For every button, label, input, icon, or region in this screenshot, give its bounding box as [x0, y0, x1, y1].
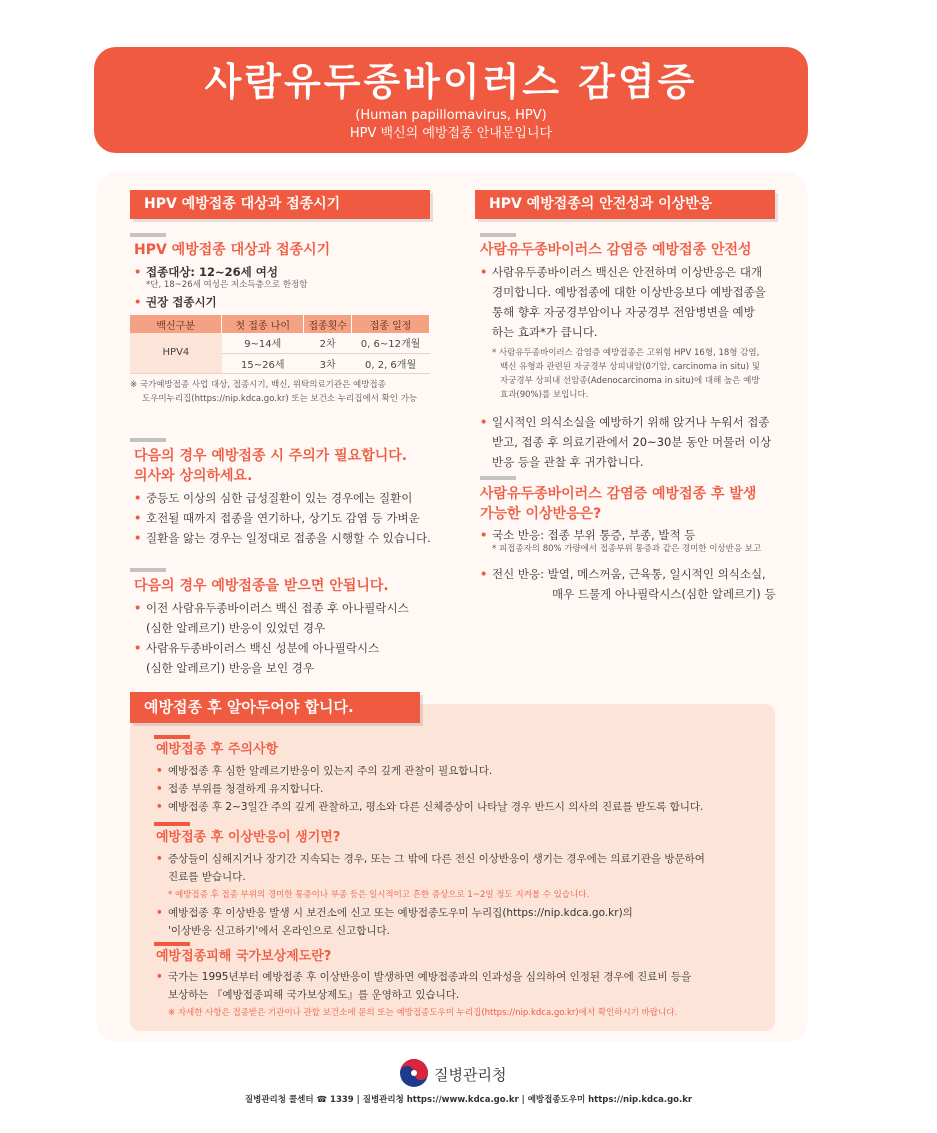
table-header: 접종 일정: [352, 315, 430, 333]
title-banner: [94, 47, 808, 153]
safety-note: * 사람유두종바이러스 감염증 예방접종은 고위험 HPV 16형, 18형 감염, 백신 유형과 관련된 자궁경부 상피내암(0기암, carcinoma in situ) 및 자궁경부 상피내 선암종(Adenocarcinoma in situ)에 대해 높은 예방 효과(90%)를 보입니다.: [492, 348, 760, 400]
divider: [130, 233, 166, 237]
list-item: • 예방접종 후 2~3일간 주의 깊게 관찰하고, 평소와 다른 신체증상이 나타날 경우 반드시 의사의 진료를 받도록 합니다.: [156, 798, 766, 816]
table-note: ※ 국가예방접종 사업 대상, 접종시기, 백신, 위탁의료기관은 예방접종 도우미누리집(https://nip.kdca.go.kr) 또는 보건소 누리집에서 확인 가능: [130, 380, 418, 404]
safety-heading: 사람유두종바이러스 감염증 예방접종 안전성: [480, 242, 752, 258]
kdca-logo-icon: [399, 1058, 429, 1088]
page-intro: HPV 백신의 예방접종 안내문입니다: [349, 126, 553, 141]
schedule-table: [130, 315, 430, 374]
compensation-heading: 예방접종피해 국가보상제도란?: [156, 949, 332, 964]
list-item: • 국가는 1995년부터 예방접종 후 이상반응이 발생하면 예방접종과의 인과성을 심의하여 인정된 경우에 진료비 등을: [156, 968, 766, 986]
table-header: 첫 접종 나이: [222, 315, 304, 333]
target-item: • 접종대상: 12~26세 여성: [134, 262, 434, 282]
list-item: • 증상들이 심해지거나 장기간 지속되는 경우, 또는 그 밖에 다른 전신 이상반응이 생기는 경우에는 의료기관을 방문하여: [156, 850, 766, 868]
page-subtitle: (Human papillomavirus, HPV): [355, 108, 547, 123]
section-safety-title: HPV 예방접종의 안전성과 이상반응: [475, 190, 775, 219]
table-header: 백신구분: [130, 315, 222, 333]
divider: [154, 735, 190, 739]
reaction-list: • 증상들이 심해지거나 장기간 지속되는 경우, 또는 그 밖에 다른 전신 이상반응이 생기는 경우에는 의료기관을 방문하여 진료를 받습니다. * 예방접종 후 접종 부위의 경미한 통증이나 부종 등은 일시적이고 흔한 증상으로 1~2일 정도 지켜볼 수 있습니다. • 예방접종 후 이상반응 발생 시 보건소에 신고 또는 예방접종도우미 누리집(https://nip.kdca.go.kr)의 '이상반응 신고하기'에서 온라인으로 신고합니다.: [156, 850, 766, 940]
divider: [130, 568, 166, 572]
compensation-list: • 국가는 1995년부터 예방접종 후 이상반응이 발생하면 예방접종과의 인과성을 심의하여 인정된 경우에 진료비 등을 보상하는 『예방접종피해 국가보상제도』를 운영하고 있습니다. ※ 자세한 사항은 접종받은 기관이나 관할 보건소에 문의 또는 예방접종도우미 누리집(https://nip.kdca.go.kr)에서 확인하시기 바랍니다.: [156, 968, 766, 1020]
target-heading: HPV 예방접종 대상과 접종시기: [134, 242, 331, 258]
list-item: • 이전 사람유두종바이러스 백신 접종 후 아나필락시스: [134, 598, 444, 618]
footer-org-name: 질병관리청: [434, 1066, 507, 1084]
footer-contact: 질병관리청 콜센터 ☎ 1339 | 질병관리청 https://www.kdca.go.kr | 예방접종도우미 https://nip.kdca.go.kr: [244, 1095, 693, 1105]
schedule-item: • 권장 접종시기: [134, 292, 434, 312]
table-cell: 2차: [304, 333, 352, 353]
list-item: • 전신 반응: 발열, 메스꺼움, 근육통, 일시적인 의식소실,: [480, 564, 790, 584]
section-target-title: HPV 예방접종 대상과 접종시기: [130, 190, 430, 219]
safety-block: • 사람유두종바이러스 백신은 안전하며 이상반응은 대개 경미합니다. 예방접종에 대한 이상반응보다 예방접종을 통해 향후 자궁경부암이나 자궁경부 전암병변을 예방 하는 효과*가 큽니다. * 사람유두종바이러스 감염증 예방접종은 고위험 HPV 16형, 18형 감염, 백신 유형과 관련된 자궁경부 상피내암(0기암, carcinoma in situ) 및 자궁경부 상피내 선암종(Adenocarcinoma in situ)에 대해 높은 예방 효과(90%)를 보입니다. • 일시적인 의식소실을 예방하기 위해 앉거나 누워서 접종 받고, 접종 후 의료기관에서 20~30분 동안 머물러 이상 반응 등을 관찰 후 귀가합니다.: [480, 262, 790, 472]
list-item: • 접종 부위를 청결하게 유지합니다.: [156, 780, 766, 798]
adverse-list: • 국소 반응: 접종 부위 통증, 부종, 발적 등 * 피접종자의 80% 가량에서 접종부위 통증과 같은 경미한 이상반응 보고 • 전신 반응: 발열, 메스꺼움, 근육통, 일시적인 의식소실, 매우 드물게 아나필락시스(심한 알레르기) 등: [480, 525, 790, 604]
caution-list: • 중등도 이상의 심한 급성질환이 있는 경우에는 질환이 • 호전될 때까지 접종을 연기하나, 상기도 감염 등 가벼운 • 질환을 앓는 경우는 일정대로 접종을 시행할 수 있습니다.: [134, 488, 444, 548]
page-title: 사람유두종바이러스 감염증: [204, 60, 698, 104]
list-item: • 사람유두종바이러스 백신 성분에 아나필락시스: [134, 638, 444, 658]
divider: [480, 233, 516, 237]
table-cell: 0, 6~12개월: [352, 333, 430, 353]
compensation-note: ※ 자세한 사항은 접종받은 기관이나 관할 보건소에 문의 또는 예방접종도우미 누리집(https://nip.kdca.go.kr)에서 확인하시기 바랍니다.: [168, 1008, 678, 1018]
table-cell: 9~14세: [222, 333, 304, 353]
reaction-heading: 예방접종 후 이상반응이 생기면?: [156, 830, 341, 845]
divider: [154, 942, 190, 946]
contra-list: • 이전 사람유두종바이러스 백신 접종 후 아나필락시스 (심한 알레르기) 반응이 있었던 경우 • 사람유두종바이러스 백신 성분에 아나필락시스 (심한 알레르기) 반응을 보인 경우: [134, 598, 444, 678]
list-item: • 예방접종 후 심한 알레르기반응이 있는지 주의 깊게 관찰이 필요합니다.: [156, 762, 766, 780]
list-item: • 국소 반응: 접종 부위 통증, 부종, 발적 등: [480, 525, 790, 545]
contra-heading: 다음의 경우 예방접종을 받으면 안됩니다.: [134, 578, 389, 594]
after-list: [156, 762, 766, 816]
reaction-note: * 예방접종 후 접종 부위의 경미한 통증이나 부종 등은 일시적이고 흔한 증상으로 1~2일 정도 지켜볼 수 있습니다.: [168, 890, 590, 900]
target-block: [134, 262, 434, 312]
caution-heading: 다음의 경우 예방접종 시 주의가 필요합니다. 의사와 상의하세요.: [134, 448, 408, 484]
table-cell: 3차: [304, 353, 352, 373]
list-item: • 일시적인 의식소실을 예방하기 위해 앉거나 누워서 접종: [480, 412, 790, 432]
table-header-row: [130, 315, 430, 333]
divider: [130, 438, 166, 442]
table-header: 접종횟수: [304, 315, 352, 333]
list-item: • 중등도 이상의 심한 급성질환이 있는 경우에는 질환이: [134, 488, 444, 508]
target-note: *단, 18~26세 여성은 저소득층으로 한정함: [146, 280, 308, 290]
table-cell: 0, 2, 6개월: [352, 353, 430, 373]
divider: [480, 476, 516, 480]
list-item: • 예방접종 후 이상반응 발생 시 보건소에 신고 또는 예방접종도우미 누리집(https://nip.kdca.go.kr)의: [156, 904, 766, 922]
table-row: [130, 333, 430, 353]
adverse-heading: 사람유두종바이러스 감염증 예방접종 후 발생 가능한 이상반응은?: [480, 486, 757, 522]
list-item: • 사람유두종바이러스 백신은 안전하며 이상반응은 대개: [480, 262, 790, 282]
section-after-title: 예방접종 후 알아두어야 합니다.: [130, 692, 420, 723]
table-cell-vaccine: HPV4: [130, 333, 222, 373]
after-heading: 예방접종 후 주의사항: [156, 742, 279, 757]
table-cell: 15~26세: [222, 353, 304, 373]
divider: [154, 822, 190, 826]
